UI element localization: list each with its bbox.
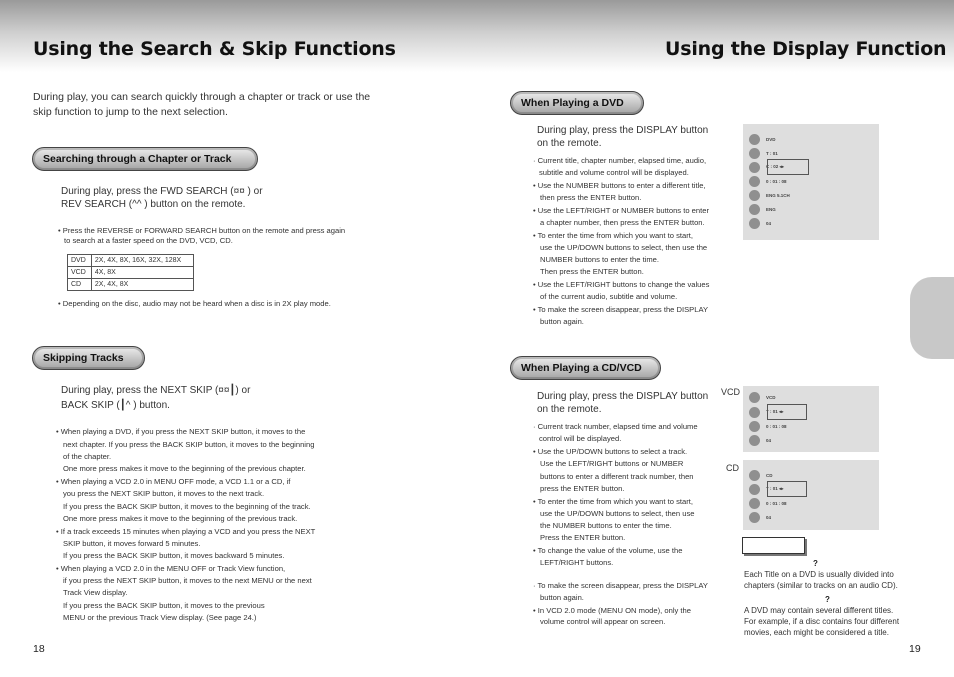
osd-highlight — [767, 159, 809, 175]
skip-line: If you press the BACK SKIP button, it moves to the beginning of the track. — [63, 502, 311, 511]
skip-line: One more press makes it move to the beginning of the previous chapter. — [63, 464, 306, 473]
search-instruction-2: REV SEARCH (^^ ) button on the remote. — [61, 199, 246, 210]
skip-line: Track View display. — [63, 588, 128, 597]
table-row — [68, 279, 194, 291]
right-page-title: Using the Display Function — [665, 38, 947, 60]
cd-line: use the UP/DOWN buttons to select, then use — [540, 509, 695, 518]
skip-line: you press the NEXT SKIP button, it moves to the next track. — [63, 489, 265, 498]
dvd-line: • Use the NUMBER buttons to enter a different title, — [533, 181, 706, 190]
track-icon — [749, 484, 760, 495]
search-instruction-1: During play, press the FWD SEARCH (¤¤ ) or — [61, 186, 263, 197]
osd-row — [749, 496, 787, 510]
skip-instruction-2: BACK SKIP (┃^ ) button. — [61, 400, 170, 411]
skip-line: • When playing a VCD 2.0 in the MENU OFF or Track View function, — [56, 564, 286, 573]
dvd-line: Then press the ENTER button. — [540, 267, 644, 276]
page-number-right: 19 — [909, 643, 921, 655]
table-row — [68, 267, 194, 279]
glossary-a1-line: Each Title on a DVD is usually divided into — [744, 570, 894, 579]
skip-line: If you press the BACK SKIP button, it moves backward 5 minutes. — [63, 551, 285, 560]
cd-instruction-2: on the remote. — [537, 404, 602, 415]
glossary-q2: ? — [825, 595, 830, 604]
skip-line: MENU or the previous Track View display. (See page 24.) — [63, 613, 257, 622]
osd-value: T : 01 ◂▸ — [766, 409, 784, 414]
clock-icon — [749, 176, 760, 187]
osd-highlight — [767, 404, 807, 420]
cd-line: · Current track number, elapsed time and volume — [533, 422, 698, 431]
dvd-instruction-2: on the remote. — [537, 138, 602, 149]
dvd-line: • Use the LEFT/RIGHT or NUMBER buttons to enter — [533, 206, 709, 215]
dvd-line: button again. — [540, 317, 584, 326]
dvd-line: • Use the LEFT/RIGHT buttons to change the values — [533, 280, 710, 289]
search-heading — [32, 147, 258, 171]
volume-icon — [749, 512, 760, 523]
dvd-heading — [510, 91, 644, 115]
page-number-left: 18 — [33, 643, 45, 655]
glossary-a1-line: chapters (similar to tracks on an audio CD). — [744, 581, 898, 590]
cd-line: the NUMBER buttons to enter the time. — [540, 521, 672, 530]
dvd-line: subtitle and volume control will be displayed. — [539, 168, 689, 177]
table-cell: 2X, 4X, 8X, 16X, 32X, 128X — [91, 255, 193, 267]
cd-note-1b: button again. — [540, 593, 584, 602]
osd-row — [749, 419, 787, 433]
glossary-a2-line: movies, each might be considered a title. — [744, 628, 889, 637]
cd-label: CD — [726, 463, 739, 473]
dvd-instruction-1: During play, press the DISPLAY button — [537, 125, 709, 136]
skip-heading-label: Skipping Tracks — [35, 349, 142, 367]
title-icon — [749, 148, 760, 159]
glossary-a2-line: A DVD may contain several different titles. — [744, 606, 894, 615]
table-cell: CD — [68, 279, 92, 291]
header-banner — [0, 0, 954, 72]
search-heading-label: Searching through a Chapter or Track — [35, 150, 255, 168]
glossary-q1: ? — [813, 559, 818, 568]
dvd-line: a chapter number, then press the ENTER button. — [540, 218, 705, 227]
disc-icon — [749, 470, 760, 481]
volume-icon — [749, 218, 760, 229]
glossary-heading-box — [742, 537, 805, 554]
cd-line: Press the ENTER button. — [540, 533, 626, 542]
osd-row — [749, 174, 787, 188]
skip-line: If you press the BACK SKIP button, it moves to the previous — [63, 601, 265, 610]
osd-value: ENG — [766, 206, 776, 212]
cd-note-1: · To make the screen disappear, press the DISPLAY — [533, 581, 708, 590]
cd-line: • To change the value of the volume, use the — [533, 546, 683, 555]
osd-row — [749, 216, 771, 230]
osd-row — [749, 202, 776, 216]
subtitle-icon — [749, 204, 760, 215]
osd-value: 04 — [766, 514, 772, 520]
clock-icon — [749, 421, 760, 432]
search-bullet-2: • Depending on the disc, audio may not be heard when a disc is in 2X play mode. — [58, 299, 331, 308]
skip-instruction-1: During play, press the NEXT SKIP (¤¤┃) or — [61, 385, 251, 396]
dvd-line: of the current audio, subtitle and volume. — [540, 292, 678, 301]
osd-value: T : 01 — [766, 150, 778, 156]
dvd-line: NUMBER buttons to enter the time. — [540, 255, 660, 264]
table-cell: VCD — [68, 267, 92, 279]
osd-value: DVD — [766, 136, 776, 142]
cd-line: press the ENTER button. — [540, 484, 625, 493]
osd-value: 04 — [766, 220, 772, 226]
search-bullet-1-text: Press the REVERSE or FORWARD SEARCH button on the remote and press again — [62, 226, 346, 235]
skip-line: next chapter. If you press the BACK SKIP button, it moves to the beginning — [63, 439, 315, 449]
cd-note-2: • In VCD 2.0 mode (MENU ON mode), only the — [533, 606, 691, 615]
cd-line: control will be displayed. — [539, 434, 622, 443]
osd-value: T : 01 ◂▸ — [766, 486, 784, 491]
search-bullet-2-text: Depending on the disc, audio may not be heard when a disc is in 2X play mode. — [62, 299, 331, 308]
osd-row — [749, 510, 771, 524]
skip-line: SKIP button, it moves forward 5 minutes. — [63, 539, 201, 548]
osd-row — [749, 132, 776, 146]
table-cell: DVD — [68, 255, 92, 267]
table-cell: 4X, 8X — [91, 267, 193, 279]
chapter-icon — [749, 162, 760, 173]
dvd-heading-label: When Playing a DVD — [513, 94, 641, 112]
osd-row — [749, 433, 771, 447]
disc-icon — [749, 134, 760, 145]
osd-value: 0 : 01 : 08 — [766, 423, 787, 429]
search-speed-table — [67, 254, 194, 291]
dvd-line: • To enter the time from which you want to start, — [533, 231, 693, 240]
cd-vcd-heading — [510, 356, 661, 380]
skip-line: One more press makes it move to the beginning of the previous track. — [63, 514, 298, 523]
osd-row — [749, 188, 790, 202]
track-icon — [749, 407, 760, 418]
osd-value: 0 : 01 : 08 — [766, 500, 787, 506]
skip-line: • When playing a DVD, if you press the NEXT SKIP button, it moves to the — [56, 427, 306, 436]
osd-highlight — [767, 481, 807, 497]
skip-heading — [32, 346, 145, 370]
disc-icon — [749, 392, 760, 403]
vcd-osd-screen — [743, 386, 879, 452]
osd-value: C : 02 ◂▸ — [766, 164, 785, 169]
search-bullet-1b: to search at a faster speed on the DVD, VCD, CD. — [64, 236, 233, 245]
cd-line: Use the LEFT/RIGHT buttons or NUMBER — [540, 459, 684, 468]
dvd-osd-screen — [743, 124, 879, 240]
osd-value: ENG 5.1CH — [766, 192, 790, 198]
skip-line: • If a track exceeds 15 minutes when playing a VCD and you press the NEXT — [56, 527, 316, 536]
dvd-line: use the UP/DOWN buttons to select, then use the — [540, 243, 708, 252]
chapter-tab — [910, 277, 954, 359]
skip-line: if you press the NEXT SKIP button, it moves to the next MENU or the next — [63, 576, 312, 585]
osd-value: CD — [766, 472, 773, 478]
cd-osd-screen — [743, 460, 879, 530]
cd-line: • Use the UP/DOWN buttons to select a track. — [533, 447, 688, 456]
dvd-line: • To make the screen disappear, press the DISPLAY — [533, 305, 709, 314]
cd-line: buttons to enter a different track number, then — [540, 472, 694, 481]
cd-instruction-1: During play, press the DISPLAY button — [537, 391, 709, 402]
dvd-line: then press the ENTER button. — [540, 193, 642, 202]
left-page-title: Using the Search & Skip Functions — [33, 38, 396, 60]
skip-line: of the chapter. — [63, 452, 112, 461]
volume-icon — [749, 435, 760, 446]
osd-value: 04 — [766, 437, 772, 443]
search-bullet-1: • Press the REVERSE or FORWARD SEARCH button on the remote and press again — [58, 226, 346, 235]
dvd-line: · Current title, chapter number, elapsed time, audio, — [533, 156, 707, 165]
vcd-label: VCD — [721, 387, 741, 397]
skip-line: • When playing a VCD 2.0 in MENU OFF mode, a VCD 1.1 or a CD, if — [56, 477, 291, 486]
osd-row — [749, 390, 776, 404]
osd-row — [749, 468, 773, 482]
cd-line: LEFT/RIGHT buttons. — [540, 558, 614, 567]
glossary-a2-line: For example, if a disc contains four different — [744, 617, 900, 626]
cd-note-2b: volume control will appear on screen. — [540, 617, 666, 626]
table-cell: 2X, 4X, 8X — [91, 279, 193, 291]
cd-line: • To enter the time from which you want to start, — [533, 497, 693, 506]
clock-icon — [749, 498, 760, 509]
osd-value: VCD — [766, 394, 776, 400]
osd-value: 0 : 01 : 08 — [766, 178, 787, 184]
intro-text: During play, you can search quickly through a chapter or track or use the skip function to jump to the next selection. — [33, 91, 371, 118]
audio-icon — [749, 190, 760, 201]
table-row — [68, 255, 194, 267]
osd-row — [749, 146, 778, 160]
cd-vcd-heading-label: When Playing a CD/VCD — [513, 359, 658, 377]
